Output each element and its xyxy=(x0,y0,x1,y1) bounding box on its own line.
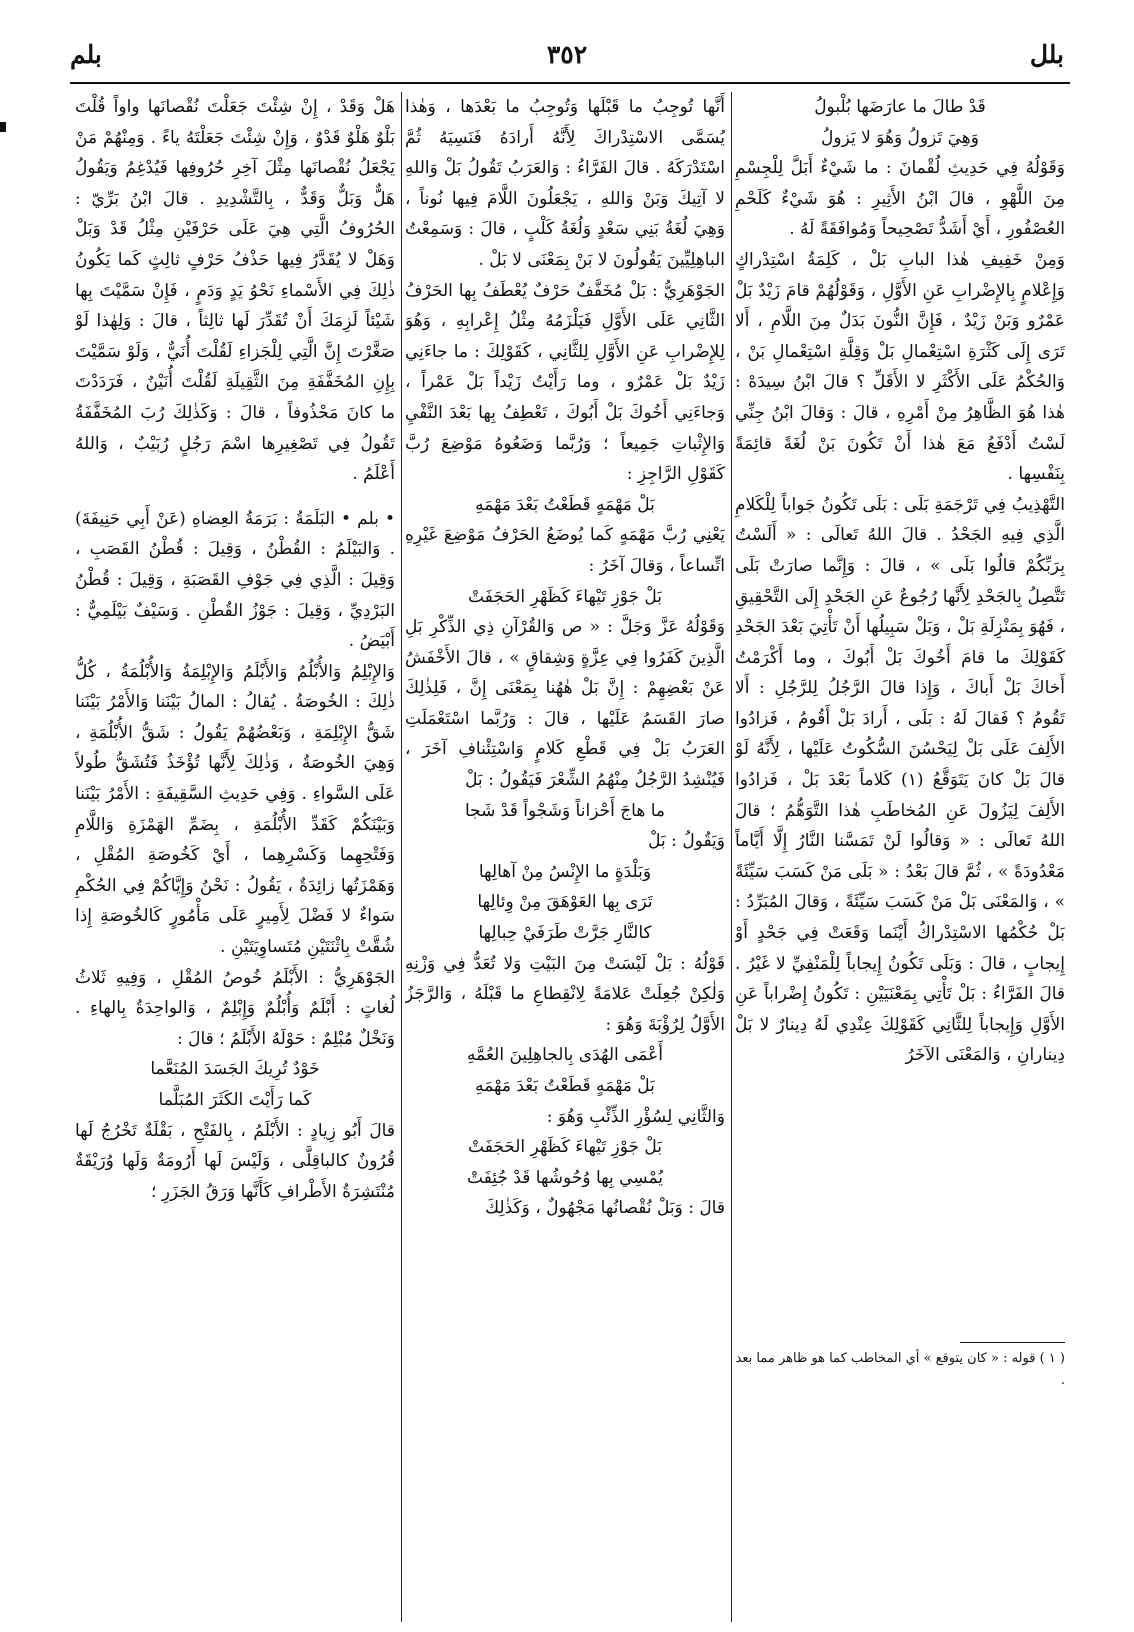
paragraph: الجَوْهَرِيُّ : بَلْ مُخَفَّفٌ حَرْفٌ يُعْطَفُ بِها الحَرْفُ الثَّانِي عَلَى الأَوَّلِ فَيَلْزَمُهُ مِثْلُ إِعْرابِهِ ، وَهُوَ لِلإِضْرابِ عَنِ الأَوَّلِ لِلثَّانِي ، كَقَوْلِكَ : ما جاءَنِي زَيْدٌ بَلْ عَمْرٌو ، وما رَأَيْتُ زَيْداً بَلْ عَمْراً ، وَجاءَنِي أَخُوكَ بَلْ أَبُوكَ ، تَعْطِفُ بِها بَعْدَ النَّفْيِ وَالإِثْباتِ جَمِيعاً ؛ وَرُبَّما وَضَعُوهُ مَوْضِعَ رُبَّ كَقَوْلِ الرَّاجِزِ : xyxy=(405,280,725,485)
verse-line: كَما رَأَيْتَ الكَثَرَ المُبَلَّما xyxy=(158,1090,312,1110)
verse-line: بَلْ جَوْزِ تَيْهاءَ كَظَهْرِ الحَجَفَتْ xyxy=(468,586,662,607)
column-divider xyxy=(401,92,402,1622)
paragraph: وَالإِبْلِمُ وَالأُبْلُمُ وَالأَبْلَمُ وَالإِبْلِمَةُ وَالأُبْلُمَةُ ، كُلُّ ذٰلِكَ : الخُوصَةُ . يُقالُ : المالُ بَيْنَنا وَالأَمْرُ بَيْنَنا شَقُّ الإِبْلِمَةِ ، وَبَعْضُهُمْ يَقُولُ : شَقُّ الأُبْلُمَةِ ، وَهِيَ الخُوصَةُ ، وَذٰلِكَ لِأَنَّها تُؤْخَذُ فَتُشَقُّ طُولاً عَلَى السَّواءِ . وَفِي حَدِيثِ السَّقِيفَةِ : الأَمْرُ بَيْنَنا وَبَيْنَكُمْ كَقَدِّ الأُبْلُمَةِ ، بِضَمِّ الهَمْزَةِ وَاللَّامِ وَفَتْحِهِما وَكَسْرِهِما ، أَيْ كَخُوصَةِ المُقْلِ ، وَهَمْزَتُها زائِدَةٌ ، يَقُولُ : نَحْنُ وَإِيَّاكُمْ فِي الحُكْمِ سَواءٌ لا فَضْلَ لِأَمِيرٍ عَلَى مَأْمُورٍ كَالخُوصَةِ إِذا شُقَّتْ بِاثْنَتَيْنِ مُتَساوِيَتَيْنِ . xyxy=(75,661,395,958)
running-head-right: بلل xyxy=(1029,40,1064,69)
column-right xyxy=(735,92,1065,1347)
paragraph: قالَ أَبُو زِيادٍ : الأَبْلَمُ ، بِالفَتْحِ ، بَقْلَةٌ تَخْرُجُ لَها قُرُونٌ كالباقِلَّى ، وَلَيْسَ لَها أَرُومَةٌ وَلَها وُرَيْقَةٌ مُنْتَشِرَةُ الأَطْرافِ كَأَنَّها وَرَقُ الجَزَرِ ؛ xyxy=(75,1120,395,1202)
paragraph: قَوْلُهُ : بَلْ لَيْسَتْ مِنَ البَيْتِ وَلا تُعَدُّ فِي وَزْنِهِ وَلٰكِنْ جُعِلَتْ عَلامَةً لِانْقِطاعِ ما قَبْلَهُ ، وَالرَّجَزُ الأَوَّلُ لِرُؤْبَةَ وَهُوَ : xyxy=(405,953,725,1035)
entry-paragraph: • بلم • البَلَمَةُ : بَرَمَةُ العِضاهِ (عَنْ أَبِي حَنِيفَةَ) . وَالبَيْلَمُ : القُطْنُ ، وَقِيلَ : قُطْنُ القَصَبِ ، وَقِيلَ : الَّذِي فِي جَوْفِ القَصَبَةِ ، وَقِيلَ : قُطْنُ البَرْدِيِّ ، وَقِيلَ : جَوْزُ القُطْنِ . وَسَيْفٌ بَيْلَمِيٌّ : أَبْيَضُ . xyxy=(75,508,395,652)
paragraph: وَالثَّانِي لِسُؤْرِ الذِّئْبِ وَهُوَ : xyxy=(546,1106,725,1127)
verse-line: وَهِيَ تَزولُ وَهُوَ لا يَزولُ xyxy=(821,127,979,148)
paragraph: يَعْنِي رُبَّ مَهْمَهٍ كَما يُوضَعُ الحَرْفُ مَوْضِعَ غَيْرِهِ اتِّساعاً ، وَقالَ آخَرُ : xyxy=(405,525,725,576)
paragraph: وَقَوْلُهُ فِي حَدِيثِ لُقْمانَ : ما شَيْءٌ أَبَلَّ لِلْجِسْمِ مِنَ اللَّهْوِ ، قالَ ابْنُ الأَثِيرِ : هُوَ شَيْءٌ كَلَحْمِ العُصْفُورِ ، أَيْ أَشَدُّ تَصْحِيحاً وَمُوافَقَةً لَهُ . xyxy=(735,158,1065,240)
paragraph: الجَوْهَرِيُّ : الأَبْلَمُ خُوصُ المُقْلِ ، وَفِيهِ ثَلاثُ لُغاتٍ : أَبْلَمٌ وَأُبْلُمٌ وَإِبْلِمٌ ، وَالواحِدَةُ بِالهاءِ . وَنَخْلٌ مُبْلِمٌ : حَوْلَهُ الأَبْلَمُ ؛ قالَ : xyxy=(75,967,395,1049)
header-rule xyxy=(70,82,1070,84)
paragraph: هَلْ وَقَدْ ، إِنْ شِئْتَ جَعَلْتَ نُقْصانَها واواً قُلْتَ بَلْوٌ هَلْوٌ قَدْوٌ ، وَإِنْ شِئْتَ جَعَلْتَهُ ياءً . وَمِنْهُمْ مَنْ يَجْعَلُ نُقْصانَها مِثْلَ آخِرِ حُرُوفِها فَيُدْغِمُ وَيَقُولُ هَلٌّ وَبَلٌّ وَقَدٌّ ، بِالتَّشْدِيدِ . قالَ ابْنُ بَرِّيّ : الحُرُوفُ الَّتِي هِيَ عَلَى حَرْفَيْنِ مِثْلُ قَدْ وَبَلْ وَهَلْ لا يُقَدَّرُ فِيها حَذْفُ حَرْفٍ ثالِثٍ كَما يَكُونُ ذٰلِكَ فِي الأَسْماءِ نَحْوُ يَدٍ وَدَمٍ ، فَإِنْ سَمَّيْتَ بِها شَيْئاً لَزِمَكَ أَنْ تُقَدِّرَ لَها ثالِثاً ، قالَ : وَلِهٰذا لَوْ صَغَّرْتَ إِنَّ الَّتِي لِلْجَزاءِ لَقُلْتَ أُنَيٌّ ، وَلَوْ سَمَّيْتَ بِإِنِ المُخَفَّفَةِ مِنَ الثَّقِيلَةِ لَقُلْتَ أُنَيْنٌ ، فَرَدَدْتَ ما كانَ مَحْذُوفاً ، قالَ : وَكَذٰلِكَ رُبَ المُخَفَّفَةُ تَقُولُ فِي تَصْغِيرِها اسْمَ رَجُلٍ رُبَيْبٌ ، وَاللهُ أَعْلَمُ . xyxy=(75,97,395,485)
running-head-left: بلم xyxy=(70,40,102,69)
spacer xyxy=(75,490,395,504)
verse-line: ما هاجَ أَحْزاناً وَشَجْواً قَدْ شَجا xyxy=(464,800,666,821)
footnote-rule xyxy=(960,1342,1065,1343)
verse-line: خَوْدٌ تُرِيكَ الجَسَدَ المُنَعَّما xyxy=(150,1059,320,1080)
paragraph: وَقَوْلُهُ عَزَّ وَجَلَّ : « ص وَالقُرْآنِ ذِي الذِّكْرِ بَلِ الَّذِينَ كَفَرُوا فِي عِزَّةٍ وَشِقاقٍ » ، قالَ الأَخْفَشُ عَنْ بَعْضِهِمْ : إِنَّ بَلْ هٰهُنا بِمَعْنَى إِنَّ ، فَلِذٰلِكَ صارَ القَسَمُ عَلَيْها ، قالَ : وَرُبَّما اسْتَعْمَلَتِ العَرَبُ بَلْ فِي قَطْعِ كَلامٍ وَاسْتِئْنافِ آخَرَ ، فَيُنْشِدُ الرَّجُلُ مِنْهُمُ الشِّعْرَ فَيَقُولُ : بَلْ xyxy=(405,617,725,791)
verse-line: تَرَى بِها العَوْهَقَ مِنْ وِئالِها xyxy=(477,892,653,913)
paragraph: وَمِنْ خَفِيفِ هٰذا البابِ بَلْ ، كَلِمَةُ اسْتِدْراكٍ وَإِعْلامٍ بِالإِضْرابِ عَنِ الأَوَّلِ ، وَقَوْلُهُمْ قامَ زَيْدٌ بَلْ عَمْرٌو وَبَنْ زَيْدٌ ، فَإِنَّ النُّونَ بَدَلٌ مِنَ اللَّامِ ، أَلا تَرَى إِلَى كَثْرَةِ اسْتِعْمالِ بَلْ وَقِلَّةِ اسْتِعْمالِ بَنْ ، وَالحُكْمُ عَلَى الأَكْثَرِ لا الأَقَلِّ ؟ قالَ ابْنُ سِيدَهْ : هٰذا هُوَ الظَّاهِرُ مِنْ أَمْرِهِ ، قالَ : وَقالَ ابْنُ جِنِّي لَسْتُ أَدْفَعُ مَعَ هٰذا أَنْ تَكُونَ بَنْ لُغَةً قائِمَةً بِنَفْسِها . xyxy=(735,249,1065,485)
column-middle xyxy=(405,92,725,1632)
verse-line: بَلْ مَهْمَهٍ قَطَعْتُ بَعْدَ مَهْمَهِ xyxy=(475,494,655,515)
verse-line: أَعْمَى الهُدَى بِالجاهِلِينَ العُمَّهِ xyxy=(467,1045,663,1066)
verse-line: وَبَلْدَةٍ ما الإِنْسُ مِنْ آهالِها xyxy=(478,861,652,882)
column-left xyxy=(75,92,395,1632)
paragraph: قالَ : وَبَلْ نُقْصانُها مَجْهُولٌ ، وَكَذٰلِكَ xyxy=(485,1198,725,1219)
verse-line: قَدْ طالَ ما عارَضَها بُلْبولُ xyxy=(814,97,986,117)
footnote: ( ١ ) قوله : « كان يتوقع » أي المخاطب كما هو ظاهر مما بعد . xyxy=(735,1351,1065,1388)
paragraph: التَّهْذِيبُ فِي تَرْجَمَةِ بَلَى : بَلَى تَكُونُ جَواباً لِلْكَلامِ الَّذِي فِيهِ الجَحْدُ . قالَ اللهُ تَعالَى : « أَلَسْتُ بِرَبِّكُمْ قالُوا بَلَى » ، قالَ : وَإِنَّما صارَتْ بَلَى تَتَّصِلُ بِالجَحْدِ لِأَنَّها رُجُوعٌ عَنِ الجَحْدِ إِلَى التَّحْقِيقِ ، فَهُوَ بِمَنْزِلَةِ بَلْ ، وَبَلْ سَبِيلُها أَنْ تَأْتِيَ بَعْدَ الجَحْدِ كَقَوْلِكَ ما قامَ أَخُوكَ بَلْ أَبُوكَ ، وما أَكْرَمْتُ أَخاكَ بَلْ أَباكَ ، وَإِذا قالَ الرَّجُلُ لِلرَّجُلِ : أَلا تَقُومُ ؟ فَقالَ لَهُ : بَلَى ، أَرادَ بَلْ أَقُومُ ، فَزادُوا الأَلِفَ عَلَى بَلْ لِيَحْسُنَ السُّكُوتُ عَلَيْها ، لِأَنَّهُ لَوْ قالَ بَلْ كانَ يَتَوَقَّعُ (١) كَلاماً بَعْدَ بَلْ ، فَزادُوا الأَلِفَ لِيَزُولَ عَنِ المُخاطَبِ هٰذا التَّوَهُّمُ ؛ قالَ اللهُ تَعالَى : « وَقالُوا لَنْ تَمَسَّنا النَّارُ إِلَّا أَيَّاماً مَعْدُودَةً » ، ثُمَّ قالَ بَعْدُ : « بَلَى مَنْ كَسَبَ سَيِّئَةً » ، وَالمَعْنَى بَلْ مَنْ كَسَبَ سَيِّئَةً ، وَقالَ المُبَرِّدُ : بَلْ حُكْمُها الاسْتِدْراكُ أَيْنَما وَقَعَتْ فِي جَحْدٍ أَوْ إِيجابٍ ، قالَ : وَبَلَى تَكُونُ إِيجاباً لِلْمَنْفِيِّ لا غَيْرُ . قالَ الفَرَّاءُ : بَلْ تَأْتِي بِمَعْنَيَيْنِ : تَكُونُ إِضْراباً عَنِ الأَوَّلِ وَإِيجاباً لِلثَّانِي كَقَوْلِكَ عِنْدِي لَهُ دِينارٌ لا بَلْ دِينارانِ ، وَالمَعْنَى الآخَرُ xyxy=(735,494,1065,1066)
verse-line: بَلْ جَوْزِ تَيْهاءَ كَظَهْرِ الحَجَفَتْ xyxy=(468,1137,662,1158)
verse-line: يُمْسِي بِها وُحُوشُها قَدْ جُئِفَتْ xyxy=(467,1167,663,1188)
margin-mark xyxy=(0,122,6,132)
page-number: ٣٥٢ xyxy=(546,40,588,69)
verse-line: بَلْ مَهْمَهٍ قَطَعْتُ بَعْدَ مَهْمَهِ xyxy=(475,1076,655,1096)
paragraph: أَنَّها تُوجِبُ ما قَبْلَها وَتُوجِبُ ما بَعْدَها ، وَهٰذا يُسَمَّى الاسْتِدْراكَ لِأَنَّهُ أَرادَهُ فَنَسِيَهُ ثُمَّ اسْتَدْرَكَهُ . قالَ الفَرَّاءُ : وَالعَرَبُ تَقُولُ بَلْ وَاللهِ لا آتِيكَ وَبَنْ وَاللهِ ، يَجْعَلُونَ اللَّامَ فِيها نُوناً ، وَهِيَ لُغَةُ بَنِي سَعْدٍ وَلُغَةُ كَلْبٍ ، قالَ : وَسَمِعْتُ الباهِلِيِّينَ يَقُولُونَ لا بَنْ بِمَعْنَى لا بَلْ . xyxy=(405,97,725,270)
column-divider xyxy=(731,92,732,1622)
verse-line: كالنَّارِ جَرَّتْ طَرَفَيْ حِبالِها xyxy=(478,923,652,944)
paragraph: وَيَقُولُ : بَلْ xyxy=(648,831,725,852)
